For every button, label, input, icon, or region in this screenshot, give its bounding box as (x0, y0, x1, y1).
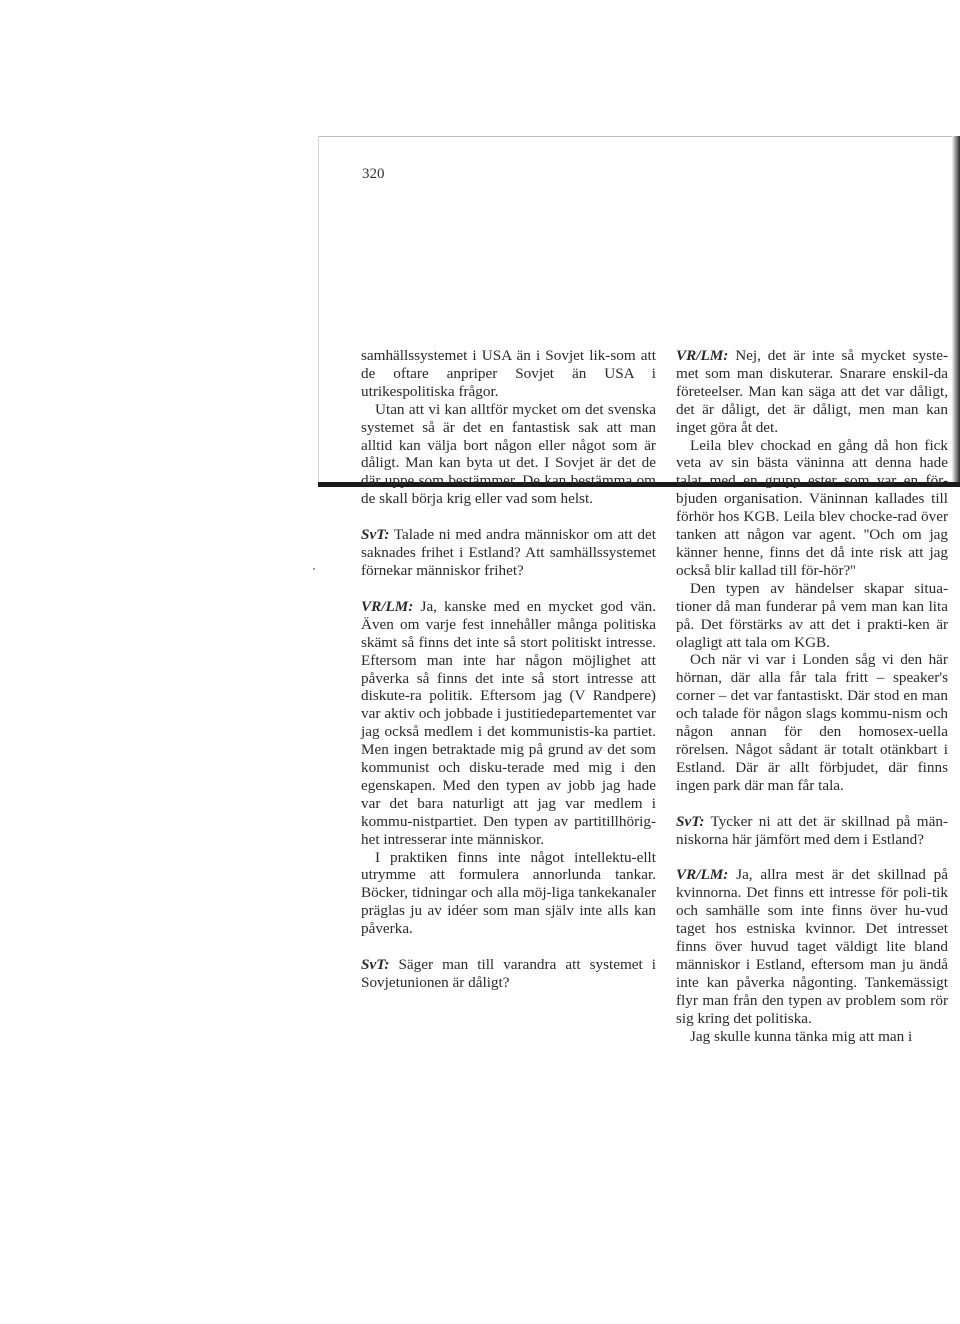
paragraph-text: I praktiken finns inte något intellektu-ellt utrymme att formulera annorlunda tankar. Böcker, tidningar och alla möj-liga tankekanaler präglas ju av idéer som man själv inte alls kan påverka. (361, 848, 656, 938)
right-column (676, 347, 948, 1046)
speaker-label: SvT: (361, 526, 390, 544)
answer (676, 347, 948, 437)
speaker-label: VR/LM: (676, 866, 729, 884)
paragraph-text: Ja, allra mest är det skillnad på kvinnorna. Det finns ett intresse för poli-tik och samhälle som inte finns över hu-vud taget hos estniska kvinnor. Det intresset finns över huvud taget väldigt lite bland människor i Estland, eftersom man ju ändå inte kan påverka någonting. Tankemässigt flyr man från den typen av problem som rör sig kring det politiska. (676, 866, 949, 1027)
paragraph-text: Utan att vi kan alltför mycket om det svenska systemet så är det en fantastisk sak att man alltid kan välja bort någon eller något som är dåligt. Man kan byta ut det. I Sovjet är det de där uppe som bestämmer. De kan bestämma om de skall börja krig eller vad som helst. (361, 400, 656, 508)
speaker-label: VR/LM: (361, 597, 414, 615)
paragraph-text: Säger man till varandra att systemet i Sovjetunionen är dåligt? (361, 956, 656, 991)
paragraph-text: Ja, kanske med en mycket god vän. Även om varje fest innehåller många politiska skämt så finns det inte så stort politiskt intresse. Eftersom man inte har någon möjlighet att påverka så finns det inte så stort intresse att diskute-ra politik. Eftersom jag (V Randpere) var aktiv och jobbade i justitiedepartementet var jag också medlem i det kommunistis-ka partiet. Men ingen betraktade mig på grund av det som kommunist och disku-terade med mig i den egenskapen. Med den typen av jobb jag hade var det bara naturligt att jag var medlem i kommu-nistpartiet. Den typen av partitillhörig-het intresserar inte människor. (361, 597, 656, 848)
paragraph (676, 1028, 948, 1046)
speaker-label: SvT: (361, 956, 390, 974)
paragraph-text: Och när vi var i Londen såg vi den här hörnan, där alla får tala fritt – speaker's corner – det var fantastiskt. Där stod en man och talade för någon slags kommu-nism och någon annan för den homosex-uella rörelsen. Något sådant är totalt otänkbart i Estland. Där är allt förbjudet, där finns ingen park där man får tala. (676, 651, 948, 794)
paragraph (361, 849, 656, 939)
answer (676, 866, 948, 1027)
paragraph-text: Den typen av händelser skapar situa-tioner då man funderar på vem man kan lita på. Det förstärks av att det i prakti-ken är olagligt att tala om KGB. (676, 579, 948, 651)
paragraph-text: Talade ni med andra människor om att det saknades frihet i Estland? Att samhällssystemet förnekar människor frihet? (361, 526, 656, 579)
paragraph (676, 437, 948, 580)
page-edge-top (318, 136, 960, 137)
page-spine-shadow (952, 136, 960, 486)
paragraph (361, 347, 656, 401)
stray-mark (313, 568, 315, 570)
paragraph (676, 651, 948, 794)
left-column (361, 347, 656, 992)
paragraph-text: Nej, det är inte så mycket syste-met som man diskuterar. Snarare enskil-da företeelser. Man kan säga att det var dåligt, det är dåligt, det är dåligt, men man kan inget göra åt det. (676, 347, 949, 436)
paragraph-text: Tycker ni att det är skillnad på män-niskorna här jämfört med dem i Estland? (676, 812, 948, 848)
page-edge-left (318, 136, 319, 486)
speaker-label: SvT: (676, 812, 705, 830)
paragraph (361, 401, 656, 508)
paragraph-text: Leila blev chockad en gång då hon fick veta av sin bästa väninna att denna hade talat med en grupp ester som var en för-bjuden organisation. Väninnan kallades till förhör hos KGB. Leila blev chocke-rad över tanken att någon var agent. ''Och om jag känner henne, finns det då inte risk att jag också blir kallad till för-hör?'' (676, 436, 948, 579)
page-number: 320 (362, 166, 385, 182)
speaker-label: VR/LM: (676, 347, 729, 364)
answer (361, 598, 656, 849)
paragraph (676, 580, 948, 652)
paragraph-text: samhällssystemet i USA än i Sovjet lik-som att de oftare anpriper Sovjet än USA i utrikespolitiska frågor. (361, 347, 656, 400)
question (361, 956, 656, 992)
question (361, 526, 656, 580)
paragraph-text: Jag skulle kunna tänka mig att man i (690, 1027, 913, 1045)
question (676, 813, 948, 849)
